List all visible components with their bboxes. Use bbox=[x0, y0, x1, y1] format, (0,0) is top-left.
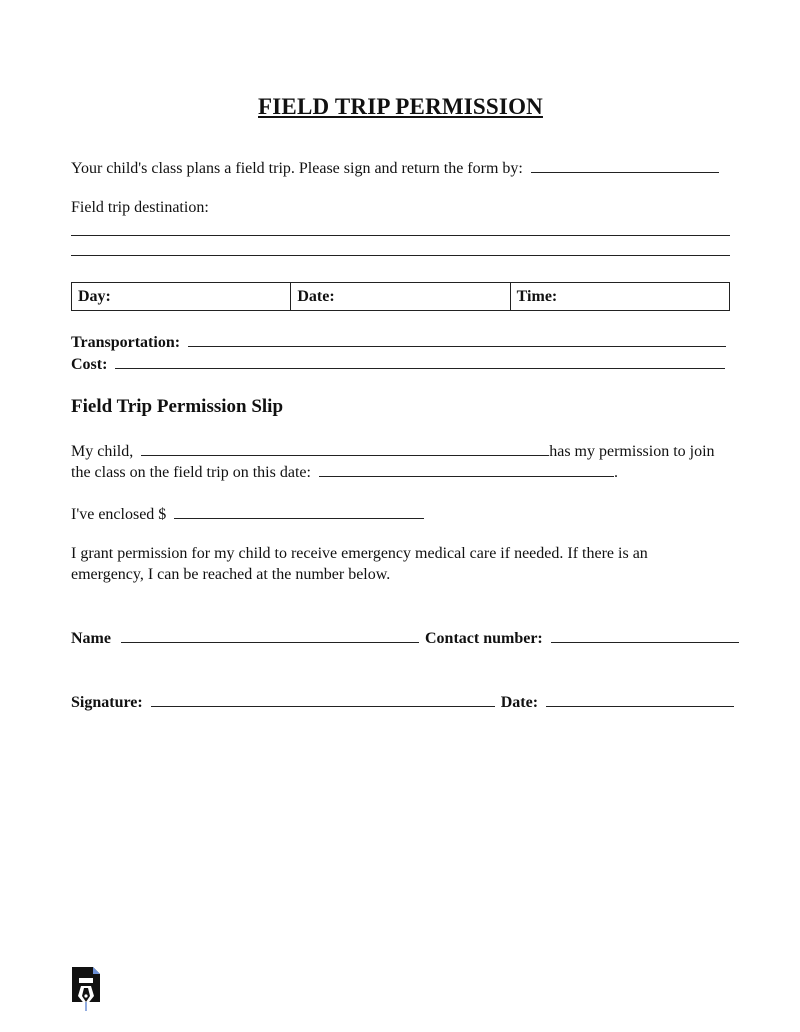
child-name-field[interactable] bbox=[141, 441, 549, 456]
day-cell[interactable] bbox=[72, 283, 291, 311]
cost-label: Cost: bbox=[71, 356, 108, 373]
transportation-row bbox=[71, 332, 726, 352]
transportation-field[interactable] bbox=[188, 332, 726, 347]
date-label: Date: bbox=[297, 287, 335, 305]
pen-nib-document-icon bbox=[71, 966, 101, 1012]
my-child-row bbox=[71, 441, 715, 461]
intro-row bbox=[71, 158, 719, 178]
sig-date-field[interactable] bbox=[546, 692, 734, 707]
destination-line-2[interactable] bbox=[71, 255, 730, 256]
form-title: FIELD TRIP PERMISSION bbox=[258, 94, 543, 119]
grant-line-1: I grant permission for my child to receive emergency medical care if needed. If there is an bbox=[71, 545, 648, 562]
contact-label: Contact number: bbox=[424, 630, 543, 647]
cost-field[interactable] bbox=[115, 354, 725, 369]
my-child-suffix: has my permission to join bbox=[549, 443, 715, 460]
cost-row bbox=[71, 354, 725, 374]
trip-details-table bbox=[71, 282, 730, 311]
grant-line-2: emergency, I can be reached at the number below. bbox=[71, 566, 391, 583]
return-date-field[interactable] bbox=[531, 158, 719, 173]
enclosed-text: I've enclosed $ bbox=[71, 506, 167, 523]
signature-label: Signature: bbox=[71, 694, 143, 711]
sig-date-label: Date: bbox=[500, 694, 539, 711]
period: . bbox=[613, 464, 618, 481]
time-label: Time: bbox=[516, 287, 558, 305]
name-contact-row bbox=[71, 628, 739, 648]
enclosed-row bbox=[71, 504, 424, 524]
trip-date-field[interactable] bbox=[319, 462, 614, 477]
transportation-label: Transportation: bbox=[71, 334, 181, 351]
contact-field[interactable] bbox=[551, 628, 739, 643]
my-child-prefix: My child, bbox=[71, 443, 134, 460]
name-label: Name bbox=[71, 630, 111, 647]
signature-row bbox=[71, 692, 734, 712]
amount-field[interactable] bbox=[174, 504, 424, 519]
form-page bbox=[71, 0, 730, 1032]
name-field[interactable] bbox=[121, 628, 419, 643]
class-date-text: the class on the field trip on this date: bbox=[71, 464, 311, 481]
signature-field[interactable] bbox=[151, 692, 495, 707]
date-cell[interactable] bbox=[291, 283, 510, 311]
time-cell[interactable] bbox=[510, 283, 729, 311]
destination-label: Field trip destination: bbox=[71, 199, 209, 216]
slip-title: Field Trip Permission Slip bbox=[71, 396, 284, 417]
class-date-row bbox=[71, 462, 618, 482]
intro-text: Your child's class plans a field trip. Please sign and return the form by: bbox=[71, 160, 523, 177]
destination-line-1[interactable] bbox=[71, 235, 730, 236]
day-label: Day: bbox=[78, 287, 111, 305]
